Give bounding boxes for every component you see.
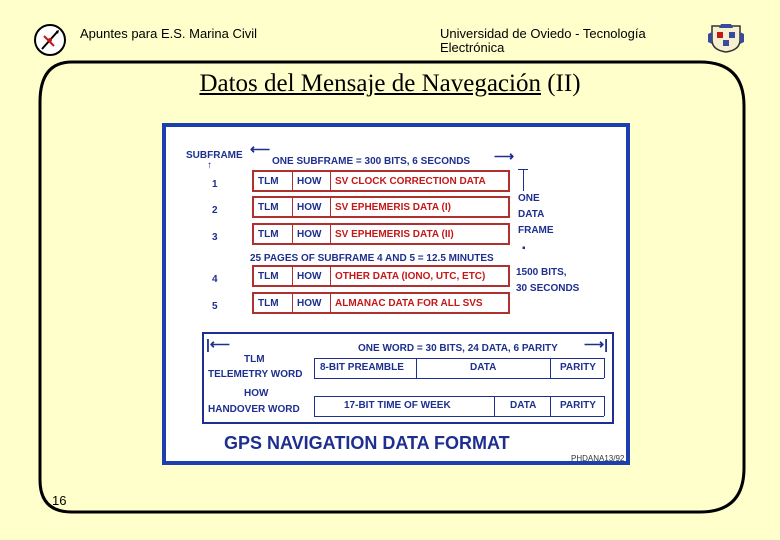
word-span-label: ONE WORD = 30 BITS, 24 DATA, 6 PARITY [358,343,558,354]
course-title: Apuntes para E.S. Marina Civil [80,26,258,41]
row-number: 5 [212,301,218,312]
how-label-full: HANDOVER WORD [208,404,300,415]
row-number: 2 [212,205,218,216]
how-word-top-line [314,396,604,397]
row-number: 3 [212,232,218,243]
slide-title-main: Datos del Mensaje de Navegación [199,70,541,97]
tlm-divider [604,358,605,378]
tlm-divider [314,358,315,378]
tlm-cell: TLM [258,297,279,309]
word-right-arrow-icon: ⟶| [584,336,608,352]
how-divider [604,396,605,416]
tlm-field: PARITY [560,362,596,373]
tlm-field: DATA [470,362,497,373]
frame-note-1: ONE [518,193,540,204]
figure-credit: PHDANA13/92 [571,454,625,463]
frame-time-2: 30 SECONDS [516,283,580,294]
subframe-span-label: ONE SUBFRAME = 300 BITS, 6 SECONDS [272,156,471,167]
frame-bracket-top [518,169,528,170]
frame-bracket-line [523,169,524,191]
subframe-row [252,223,510,245]
frame-marker: ▪ [522,243,526,254]
university-department: Electrónica [440,40,505,55]
how-field: PARITY [560,400,596,411]
gps-data-format-figure [162,123,630,465]
tlm-cell: TLM [258,270,279,282]
word-left-arrow-icon: |⟵ [206,336,230,352]
data-cell: SV EPHEMERIS DATA (II) [335,228,454,240]
how-divider [494,396,495,416]
how-word-bottom-line [314,416,604,417]
figure-caption: GPS NAVIGATION DATA FORMAT [224,433,510,453]
subframe-row [252,292,510,314]
tlm-cell: TLM [258,201,279,213]
data-cell: SV CLOCK CORRECTION DATA [335,175,486,187]
tlm-field: 8-BIT PREAMBLE [320,362,404,373]
tlm-word-top-line [314,358,604,359]
subframe-row [252,196,510,218]
data-cell: OTHER DATA (IONO, UTC, ETC) [335,270,486,282]
data-cell: ALMANAC DATA FOR ALL SVS [335,297,483,309]
how-divider [314,396,315,416]
data-cell: SV EPHEMERIS DATA (I) [335,201,451,213]
frame-note-3: FRAME [518,225,554,236]
compass-logo-icon [32,22,68,58]
subframe-row [252,265,510,287]
tlm-cell: TLM [258,228,279,240]
how-cell: HOW [297,201,322,213]
subframe-row [252,170,510,192]
tlm-divider [550,358,551,378]
how-cell: HOW [297,297,322,309]
how-label: HOW [244,388,269,399]
tlm-label-full: TELEMETRY WORD [208,369,303,380]
how-field: 17-BIT TIME OF WEEK [344,400,451,411]
span-right-arrow-icon: ⟶ [494,148,515,164]
how-divider [550,396,551,416]
tlm-cell: TLM [258,175,279,187]
tlm-divider [416,358,417,378]
tlm-label: TLM [244,354,265,365]
how-cell: HOW [297,175,322,187]
frame-note-2: DATA [518,209,545,220]
row-number: 4 [212,274,218,285]
how-cell: HOW [297,270,322,282]
subframe-label: SUBFRAME [186,150,243,161]
word-detail-box [202,332,614,424]
frame-time-1: 1500 BITS, [516,267,567,278]
row-number: 1 [212,179,218,190]
span-left-arrow-icon: ⟵ [250,141,271,157]
university-crest-icon [706,20,746,54]
university-name: Universidad de Oviedo - Tecnología [440,26,646,41]
subframe-arrow-icon: ↑ [207,160,212,171]
slide-title [0,70,780,98]
pages-note: 25 PAGES OF SUBFRAME 4 AND 5 = 12.5 MINUTES [250,253,494,264]
slide-title-suffix: (II) [540,70,581,97]
tlm-word-bottom-line [314,378,604,379]
how-cell: HOW [297,228,322,240]
how-field: DATA [510,400,537,411]
page-number: 16 [52,493,67,508]
